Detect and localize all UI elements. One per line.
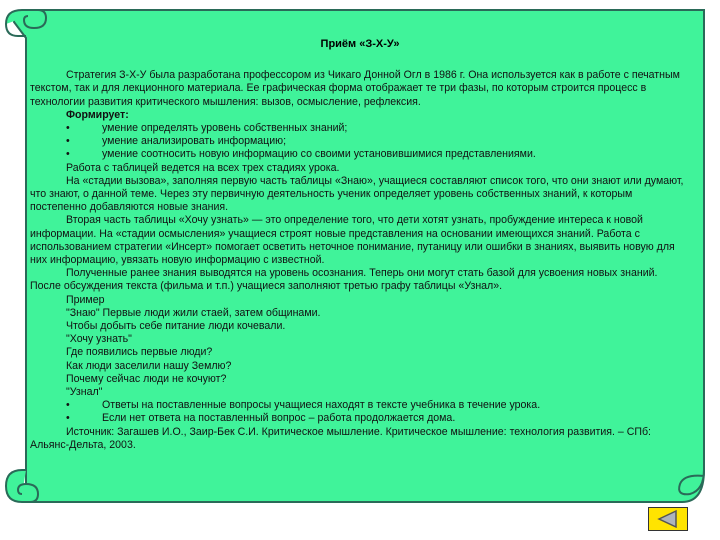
- slide-content: [30, 34, 690, 494]
- bullet: •: [66, 135, 70, 148]
- example-line: Пример: [66, 293, 105, 306]
- intro-paragraph: Стратегия З-Х-У была разработана профессором из Чикаго Донной Огл в 1986 г. Она используется как в работе с печатным текстом, так и для лекционного материала. Ее графическая форма отображает те три фазы, по которым строится процесс в технологии развития критического мышления: вызов, осмысление, рефлексия.: [30, 69, 680, 108]
- call-stage-paragraph: На «стадии вызова», заполняя первую часть таблицы «Знаю», учащиеся составляют список того, что они знают или думают, что знают, о данной теме. Через эту первичную деятельность ученик определяет уровень собственных знаний, к которым постепенно добавляются новые знания.: [30, 174, 684, 214]
- bullet: •: [66, 122, 70, 135]
- example-line: "Знаю" Первые люди жили стаей, затем общинами.: [66, 306, 321, 319]
- example-line: "Узнал": [66, 386, 103, 399]
- learned-item: [30, 412, 690, 425]
- learned-text: Если нет ответа на поставленный вопрос – работа продолжается дома.: [102, 412, 456, 425]
- skill-text: умение анализировать информацию;: [102, 135, 287, 148]
- learned-item: [30, 399, 690, 412]
- source-paragraph: Источник: Загашев И.О., Заир-Бек С.И. Критическое мышление. Критическое мышление: технология развития. – СПб: Альянс-Дельта, 2003.: [30, 425, 651, 451]
- slide-title: Приём «З-Х-У»: [320, 38, 400, 50]
- reflection-paragraph: Полученные ранее знания выводятся на уровень осознания. Теперь они могут стать базой для усвоения новых знаний. После обсуждения текста (фильма и т.п.) учащиеся заполняют третью графу таблицы «Узнал».: [30, 267, 658, 293]
- example-line: Чтобы добыть себе питание люди кочевали.: [66, 320, 286, 333]
- skill-item: [30, 135, 690, 148]
- back-arrow-icon: [649, 508, 687, 530]
- skill-item: [30, 148, 690, 161]
- example-line: Как люди заселили нашу Землю?: [66, 359, 232, 372]
- bullet: •: [66, 399, 70, 412]
- bullet: •: [66, 148, 70, 161]
- forms-label: Формирует:: [66, 108, 129, 121]
- skill-text: умение определять уровень собственных знаний;: [102, 122, 348, 135]
- back-button[interactable]: [648, 507, 688, 531]
- example-line: Почему сейчас люди не кочуют?: [66, 372, 227, 385]
- stages-paragraph: Работа с таблицей ведется на всех трех стадиях урока.: [66, 161, 340, 174]
- second-part-paragraph: Вторая часть таблицы «Хочу узнать» — это определение того, что дети хотят узнать, пробуждение интереса к новой информации. На «стадии осмысления» учащиеся строят новые представления на основании имеющихся знаний. Работа с использованием стратегии «Инсерт» помогает осветить неточное понимание, путаницу или ошибки в знаниях, выявить новую для них информацию, увязать новую информацию с известной.: [30, 214, 675, 267]
- bullet: •: [66, 412, 70, 425]
- example-line: Где появились первые люди?: [66, 346, 213, 359]
- learned-text: Ответы на поставленные вопросы учащиеся находят в тексте учебника в течение урока.: [102, 399, 541, 412]
- skill-text: умение соотносить новую информацию со своими установившимися представлениями.: [102, 148, 536, 161]
- example-line: "Хочу узнать": [66, 333, 132, 346]
- skill-item: [30, 122, 690, 135]
